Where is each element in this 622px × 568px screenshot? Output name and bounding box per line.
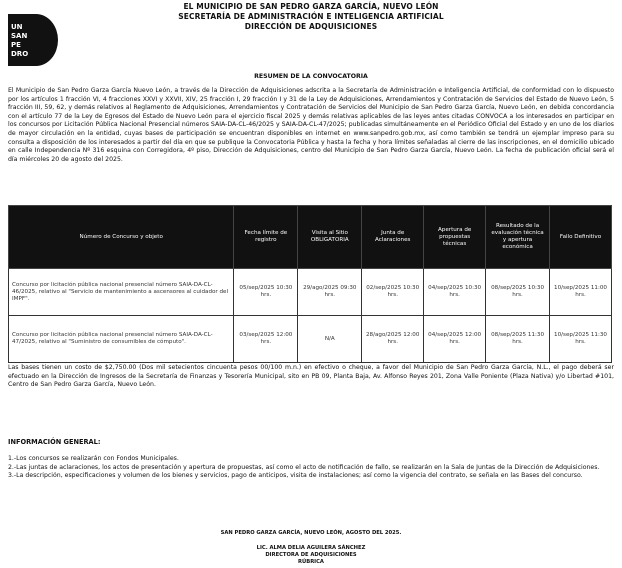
- intro-paragraph: El Municipio de San Pedro Garza García Nuevo León, a través de la Dirección de Adquisiciones adscrita a la Secretaría de Administración e Inteligencia Artificial, de conformidad con lo dispuesto por los artículos 1 fracción VI, 4 fracciones XXVI y XXVII, XIV, 25 fracción I, 29 fracción I y 31 de la Ley de Adquisiciones, Arrendamientos y Contratación de Servicios del Estado de Nuevo León, 5 fracción III, 59, 62, y demás relativos al Reglamento de Adquisiciones, Arrendamientos y Contratación de Servicios del Municipio de San Pedro Garza García, Nuevo León, en debida concordancia con el artículo 77 de la Ley de Egresos del Estado de Nuevo León para el ejercicio fiscal 2025 y demás relativas aplicables de las leyes antes citadas CONVOCA a los interesados en participar en los concursos por Licitación Pública Nacional Presencial números SAIA-DA-CL-46/2025 y SAIA-DA-CL-47/2025; publicadas simultáneamente en el Periódico Oficial del Estado y en uno de los diarios de mayor circulación en la entidad, cuyas bases de participación se encuentran disponibles en internet en www.sanpedro.gob.mx, así como también se tendrá un ejemplar impreso para su consulta a disposición de los interesados a partir del día en que se publique la Convocatoria Pública y hasta la fecha y hora límites señaladas al cierre de las inscripciones, en el domicilio ubicado en calle Independencia Nº 316 esquina con Corregidora, 4º piso, Dirección de Adquisiciones, centro del Municipio de San Pedro Garza García, Nuevo León. La fecha de publicación oficial será el día miércoles 20 de agosto del 2025.: [8, 87, 614, 163]
- list-item: 3.-La descripción, especificaciones y volumen de los bienes y servicios, pago de anticipos, visita de instalaciones; así como la vigencia del contrato, se señala en las Bases del concurso.: [8, 472, 583, 480]
- th-numero: Número de Concurso y objeto: [9, 206, 234, 269]
- cell-visita: 29/ago/2025 09:30 hrs.: [298, 269, 362, 316]
- cell-resultado: 08/sep/2025 11:30 hrs.: [486, 316, 550, 363]
- footer-name: LIC. ALMA DELIA AGUILERA SÁNCHEZ: [256, 545, 366, 551]
- th-fecha: Fecha límite de registro: [234, 206, 298, 269]
- th-apertura: Apertura de propuestas técnicas: [424, 206, 486, 269]
- cell-visita: N/A: [298, 316, 362, 363]
- cell-fallo: 10/sep/2025 11:30 hrs.: [550, 316, 612, 363]
- cell-junta: 28/ago/2025 12:00 hrs.: [362, 316, 424, 363]
- logo-text-3: PE: [11, 41, 21, 49]
- header-line-1: EL MUNICIPIO DE SAN PEDRO GARZA GARCÍA, NUEVO LEÓN: [183, 2, 439, 11]
- logo-text-4: DRO: [11, 50, 29, 58]
- costo-paragraph: Las bases tienen un costo de $2,750.00 (Dos mil setecientos cincuenta pesos 00/100 m.n.) en efectivo o cheque, a favor del Municipio de San Pedro Garza García, N.L., el pago deberá ser efectuado en la Dirección de Ingresos de la Secretaría de Finanzas y Tesorería Municipal, sito en PB 09, Planta Baja, Av. Alfonso Reyes 201, Zona Valle Poniente (Plaza Nativa) y/o Libertad #101, Centro de San Pedro Garza García, Nuevo León.: [8, 364, 614, 389]
- cell-apertura: 04/sep/2025 12:00 hrs.: [424, 316, 486, 363]
- summary-title: RESUMEN DE LA CONVOCATORIA: [254, 73, 368, 80]
- list-item: 1.-Los concursos se realizarán con Fondos Municipales.: [8, 455, 179, 462]
- cell-junta: 02/sep/2025 10:30 hrs.: [362, 269, 424, 316]
- footer-place-date: SAN PEDRO GARZA GARCÍA, NUEVO LEÓN, AGOSTO DEL 2025.: [220, 530, 402, 536]
- logo-text-2: SAN: [11, 32, 28, 40]
- cell-fecha: 03/sep/2025 12:00 hrs.: [234, 316, 298, 363]
- th-fallo: Fallo Definitivo: [550, 206, 612, 269]
- th-junta: Junta de Aclaraciones: [362, 206, 424, 269]
- footer-sign: RÚBRICA: [298, 559, 324, 565]
- table-row: [9, 269, 612, 316]
- cell-fallo: 10/sep/2025 11:00 hrs.: [550, 269, 612, 316]
- table-header-row: [9, 206, 612, 269]
- info-title: INFORMACIÓN GENERAL:: [8, 438, 101, 446]
- footer-role: DIRECTORA DE ADQUISICIONES: [265, 552, 357, 558]
- th-resultado: Resultado de la evaluación técnica y apertura económica: [486, 206, 550, 269]
- list-item: 2.-Las juntas de aclaraciones, los actos de presentación y apertura de propuestas, así como el acto de notificación de fallo, se realizarán en la Sala de Juntas de la Dirección de Adquisiciones.: [8, 463, 600, 471]
- th-visita: Visita al Sitio OBLIGATORIA: [298, 206, 362, 269]
- info-list: [8, 455, 614, 481]
- table-row: [9, 316, 612, 363]
- logo-text-1: UN: [11, 23, 23, 31]
- cell-desc: Concurso por licitación pública nacional presencial número SAIA-DA-CL-46/2025, relativo al "Servicio de mantenimiento a ascensores al cuidador del IMPF".: [9, 269, 234, 316]
- cell-desc: Concurso por licitación pública nacional presencial número SAIA-DA-CL-47/2025, relativo al "Suministro de consumibles de cómputo".: [9, 316, 234, 363]
- header-line-3: DIRECCIÓN DE ADQUISICIONES: [244, 22, 378, 31]
- cell-resultado: 08/sep/2025 10:30 hrs.: [486, 269, 550, 316]
- cell-apertura: 04/sep/2025 10:30 hrs.: [424, 269, 486, 316]
- header-line-2: SECRETARÍA DE ADMINISTRACIÓN E INTELIGENCIA ARTIFICIAL: [178, 12, 444, 21]
- convocatoria-table: [8, 205, 612, 363]
- cell-fecha: 05/sep/2025 10:30 hrs.: [234, 269, 298, 316]
